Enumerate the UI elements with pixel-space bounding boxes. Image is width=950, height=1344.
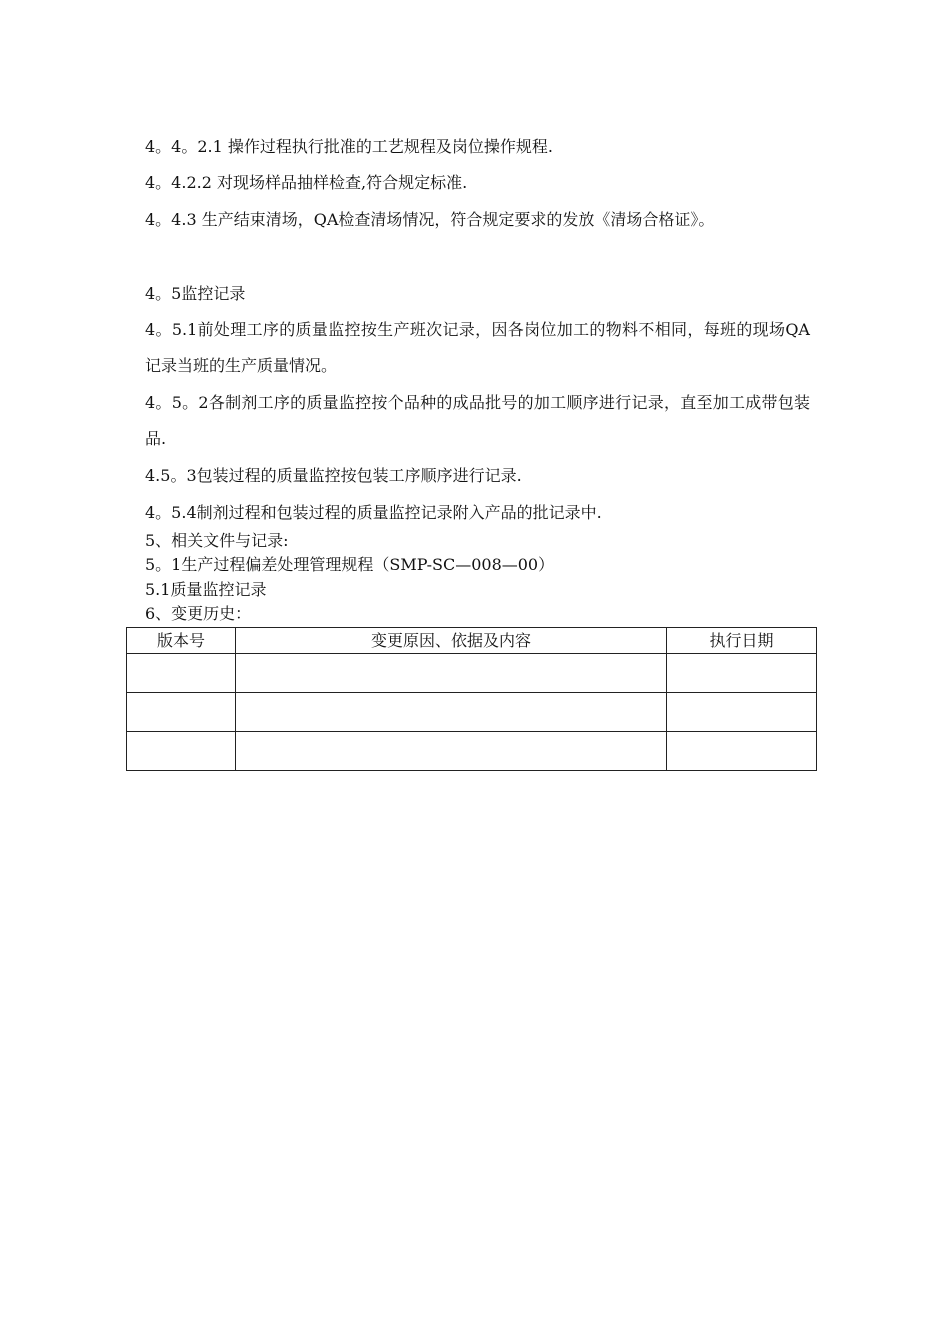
paragraph-4-5-2: 4。5。2各制剂工序的质量监控按个品种的成品批号的加工顺序进行记录，直至加工成带包装品. (145, 393, 810, 448)
table-cell (127, 732, 236, 771)
header-effective-date: 执行日期 (667, 628, 817, 654)
table-cell (667, 732, 817, 771)
table-row (127, 732, 817, 771)
heading-5-related-docs: 5、相关文件与记录: (145, 531, 289, 550)
paragraph-4-4-2-1: 4。4。2.1 操作过程执行批准的工艺规程及岗位操作规程. (145, 137, 553, 156)
heading-4-5: 4。5监控记录 (145, 284, 246, 303)
heading-6-change-history: 6、变更历史： (145, 604, 252, 623)
change-history-table (126, 627, 817, 771)
related-doc-2: 5.1质量监控记录 (145, 580, 267, 599)
table-cell (667, 693, 817, 732)
paragraph-4-4-3: 4。4.3 生产结束清场，QA检查清场情况，符合规定要求的发放《清场合格证》。 (145, 210, 715, 229)
header-version: 版本号 (127, 628, 236, 654)
table-cell (236, 732, 667, 771)
paragraph-4-4-2-2: 4。4.2.2 对现场样品抽样检查,符合规定标准. (145, 173, 468, 192)
table-header-row (127, 628, 817, 654)
table-cell (127, 693, 236, 732)
paragraph-4-5-3: 4.5。3包装过程的质量监控按包装工序顺序进行记录. (145, 466, 522, 485)
paragraph-4-5-1: 4。5.1前处理工序的质量监控按生产班次记录，因各岗位加工的物料不相同，每班的现场QA 记录当班的生产质量情况。 (145, 320, 810, 375)
table-cell (236, 693, 667, 732)
header-change-reason: 变更原因、依据及内容 (236, 628, 667, 654)
paragraph-4-5-4: 4。5.4制剂过程和包装过程的质量监控记录附入产品的批记录中. (145, 503, 602, 522)
table-row (127, 654, 817, 693)
table-cell (667, 654, 817, 693)
table-cell (127, 654, 236, 693)
table-cell (236, 654, 667, 693)
table-row (127, 693, 817, 732)
related-doc-1: 5。1生产过程偏差处理管理规程（SMP-SC—008—00） (145, 555, 555, 574)
